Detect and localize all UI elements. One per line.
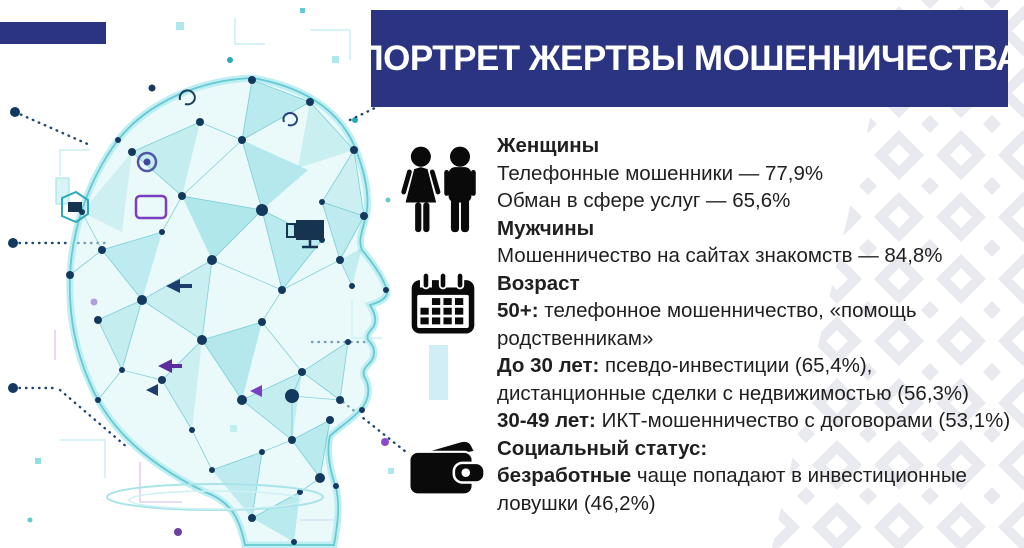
wallet-icon xyxy=(406,434,488,507)
fact-line: 50+: телефонное мошенничество, «помощь xyxy=(497,299,917,322)
fact-line: 30-49 лет: ИКТ-мошенничество с договорами (53,1%) xyxy=(497,409,1011,432)
fact-line: родственникам» xyxy=(497,326,654,350)
top-left-accent-bar xyxy=(0,22,106,44)
fact-line: До 30 лет: псевдо-инвестиции (65,4%), xyxy=(497,354,873,377)
fact-line: Телефонные мошенники — 77,9% xyxy=(497,161,824,185)
fact-line: ловушки (46,2%) xyxy=(497,491,656,515)
page-title: ПОРТРЕТ ЖЕРТВЫ МОШЕННИЧЕСТВА xyxy=(358,38,1021,78)
fact-line: безработные чаще попадают в инвестиционные xyxy=(497,464,967,487)
calendar-icon xyxy=(408,271,478,344)
fact-line: Мошенничество на сайтах знакомств — 84,8% xyxy=(497,244,943,267)
fact-line: Обман в сфере услуг — 65,6% xyxy=(497,189,791,212)
fact-line: Мужчины xyxy=(497,216,595,240)
digital-head-illustration xyxy=(0,0,410,548)
fact-line: Женщины xyxy=(497,134,600,157)
decor-rect xyxy=(429,345,448,400)
facts-list xyxy=(497,132,1017,517)
fact-line: Возраст xyxy=(497,271,580,295)
title-banner xyxy=(358,10,1021,107)
fact-line: Социальный статус: xyxy=(497,436,708,460)
fact-line: дистанционные сделки с недвижимостью (56,3%) xyxy=(497,381,969,405)
woman-man-icon xyxy=(397,146,481,243)
